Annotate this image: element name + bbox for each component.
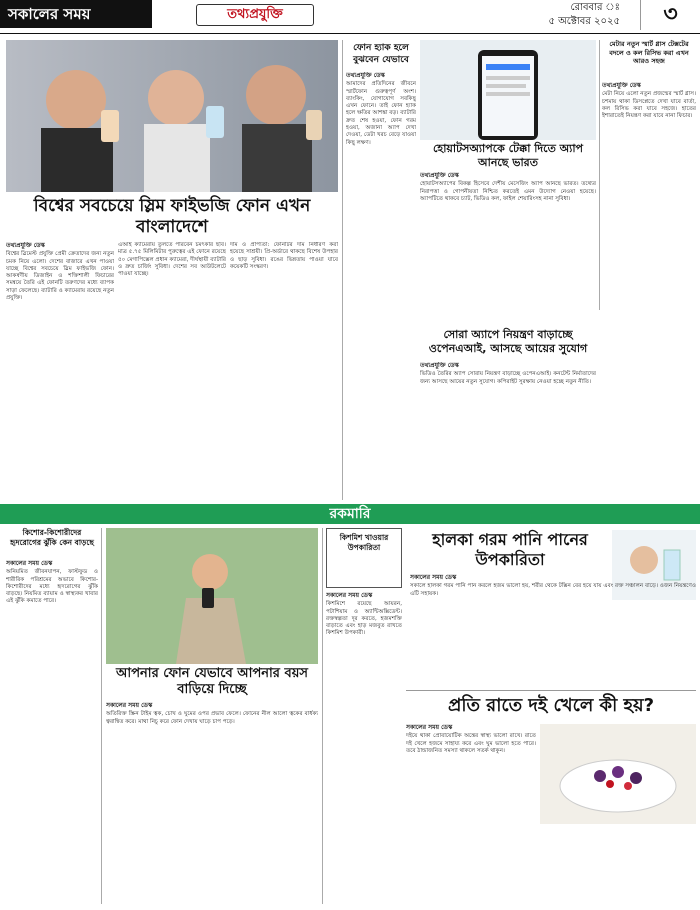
phone-age-text: অতিরিক্ত স্ক্রিন টাইম ত্বক, চোখ ও ঘুমের ওপর প্রভাব ফেলে। ফোনের নীল আলো ত্বকের বার্ধক্য ত্বরান্বিত করে। মাথা নিচু করে ফোন দেখায় ঘাড়ে চাপ পড়ে। [106,711,318,725]
hack-text: আমাদের প্রতিদিনের জীবনে স্মার্টফোন গুরুত্বপূর্ণ অংশ। ব্যাংকিং, যোগাযোগ সবকিছু এখন ফোনে। তাই ফোন হ্যাক হলে ক্ষতির আশঙ্কা বড়। ব্যাটারি দ্রুত শেষ হওয়া, ফোন গরম হওয়া, অজানা অ্যাপ দেখা দেওয়া, ডেটা খরচ বেড়ে যাওয়া কিছু লক্ষণ। [346,81,416,146]
dateline [470,1,620,29]
phone-age-headline: আপনার ফোন যেভাবে আপনার বয়স বাড়িয়ে দিচ্ছে [116,666,308,697]
lead-text-2: এআই ক্যামেরায় তুলতে পারবেন চমৎকার ছবি। মাত্র ৫.৭৫ মিলিমিটার পুরুত্বের এই ফোনে রয়েছে ৫০ মেগাপিক্সেল প্রধান ক্যামেরা, দীর্ঘস্থায়ী ব্যাটারি ও দ্রুত চার্জিং সুবিধা। দেশের সব আউটলেটে পাওয়া যাচ্ছে। [118,242,226,278]
kishor-headline: কিশোর-কিশোরীদের হৃদরোগের ঝুঁকি কেন বাড়ছে [10,528,94,547]
doi-byline: সকালের সময় ডেস্ক [406,724,453,731]
kishmish-body [326,592,402,902]
phone-age-body [106,702,318,902]
warm-water-text: সকালে হালকা গরম পানি পান করলে হজম ভালো হয়, শরীর থেকে টক্সিন বের হয়ে যায় এবং রক্ত সঞ্চালন বাড়ে। ওজন নিয়ন্ত্রণেও এটি সহায়ক। [410,583,696,597]
lead-text-3: দাম ও প্রাপ্যতা: ফোনটির দাম নির্ধারণ করা হয়েছে সাশ্রয়ী। প্রি-অর্ডারে থাকছে বিশেষ উপহার ও ছাড় সুবিধা। রঙের ভিন্নতায় পাওয়া যাবে কয়েকটি সংস্করণ। [230,242,338,270]
whatsapp-headline: হোয়াটসঅ্যাপকে টেক্কা দিতে অ্যাপ আনছে ভারত [432,142,584,169]
lead-photo-graphic [6,40,338,192]
date-label: ৫ অক্টোবর ২০২৫ [548,16,620,27]
column-divider [101,528,102,904]
doi-text: দইয়ে থাকা প্রোবায়োটিক অন্ত্রের স্বাস্থ্য ভালো রাখে। রাতে দই খেলে হজমে সাহায্য করে এবং ঘুম ভালো হতে পারে। তবে ঠান্ডাজনিত সমস্যা থাকলে সতর্ক থাকুন। [406,733,536,754]
kishmish-box [326,528,402,588]
sora-headline: সোরা অ্যাপে নিয়ন্ত্রণ বাড়াচ্ছে ওপেনএআই, আসছে আয়ের সুযোগ [428,328,588,355]
meta-headline: মেটার নতুন স্মার্ট গ্লাস টেক্সটের বদলে ও কল রিসিভ করা এখন আরও সহজ [609,40,689,65]
kishor-text: অনিয়মিত জীবনযাপন, ফাস্টফুড ও শারীরিক পরিশ্রমের অভাবে কিশোর-কিশোরীদের মধ্যে হৃদরোগের ঝুঁকি বাড়ছে। নিয়মিত ব্যায়াম ও স্বাস্থ্যকর খাবার এই ঝুঁকি কমাতে পারে। [6,569,98,605]
meta-body [602,82,696,310]
hack-headline: ফোন হ্যাক হলে বুঝবেন যেভাবে [353,43,409,65]
whatsapp-body [420,172,596,322]
lead-body-col1 [6,242,114,500]
section-tab [196,4,314,26]
column-divider [322,528,323,904]
day-label: রোববার ঃ [570,2,620,13]
yogurt-bowl-graphic [540,724,696,824]
lead-byline: তথ্যপ্রযুক্তি ডেস্ক [6,242,45,249]
kishmish-byline: সকালের সময় ডেস্ক [326,592,373,599]
newspaper-logo: সকালের সময় [0,0,152,28]
whatsapp-photo [420,40,596,140]
hack-body [346,72,416,500]
lead-body-col3 [230,242,338,500]
warm-water-headline: হালকা গরম পানি পানের উপকারিতা [432,530,588,569]
doi-headline: প্রতি রাতে দই খেলে কী হয়? [447,695,655,716]
kishor-byline: সকালের সময় ডেস্ক [6,560,53,567]
warm-water-byline: সকালের সময় ডেস্ক [410,574,457,581]
section-divider [406,690,696,691]
whatsapp-byline: তথ্যপ্রযুক্তি ডেস্ক [420,172,459,179]
warm-water-body [410,574,696,684]
section-banner: রকমারি [0,504,700,524]
kishmish-text: কিশমিশে রয়েছে আয়রন, পটাশিয়াম ও অ্যান্টিঅক্সিডেন্ট। রক্তস্বল্পতা দূর করতে, হজমশক্তি বাড়াতে এবং হাড় মজবুত রাখতে কিশমিশ উপকারী। [326,601,402,637]
woman-phone-graphic [106,528,318,664]
kishor-body [6,560,98,902]
whatsapp-text: হোয়াটসঅ্যাপের বিকল্প হিসেবে দেশীয় মেসেজিং অ্যাপ আনছে ভারত। তথ্যের নিরাপত্তা ও গোপনীয়তা নিশ্চিত করতেই এমন উদ্যোগ নেওয়া হয়েছে। অ্যাপটিতে থাকবে চ্যাট, ভিডিও কল, ফাইল শেয়ারিংসহ নানা সুবিধা। [420,181,596,202]
sora-text: ভিডিও তৈরির অ্যাপ সোরায় নিয়ন্ত্রণ বাড়াচ্ছে ওপেনএআই। কনটেন্ট নির্মাতাদের জন্য আসছে আয়ের নতুন সুযোগ। কপিরাইট সুরক্ষায় নেওয়া হচ্ছে নতুন নীতি। [420,371,596,385]
column-divider [599,40,600,310]
meta-text: মেটা নিয়ে এলো নতুন প্রজন্মের স্মার্ট গ্লাস। চশমায় থাকা ডিসপ্লেতে দেখা যাবে বার্তা, কল রিসিভ করা যাবে সহজে। হাতের ইশারাতেই নিয়ন্ত্রণ করা যাবে নানা ফিচার। [602,91,696,120]
lead-text-1: বিশ্বের স্লিমেস্ট প্রযুক্তি প্রেমী ক্রেতাদের জন্য নতুন চমক নিয়ে এলো। দেশের বাজারে এখন পাওয়া যাচ্ছে বিশ্বের সবচেয়ে স্লিম ফাইভজি ফোন। আকর্ষণীয় ডিজাইন ও শক্তিশালী ফিচারের সমন্বয়ে তৈরি এই ফোনটি তরুণদের মধ্যে ব্যাপক সাড়া ফেলেছে। ব্যাটারি ও ক্যামেরায় রয়েছে নতুন প্রযুক্তি। [6,251,114,302]
meta-byline: তথ্যপ্রযুক্তি ডেস্ক [602,82,641,89]
phone-age-photo [106,528,318,664]
doi-photo [540,724,696,824]
phone-graphic [420,40,596,140]
lead-headline: বিশ্বের সবচেয়ে স্লিম ফাইভজি ফোন এখন বাংলাদেশে [33,196,311,237]
phone-age-byline: সকালের সময় ডেস্ক [106,702,153,709]
hack-byline: তথ্যপ্রযুক্তি ডেস্ক [346,72,385,79]
column-divider [342,40,343,500]
lead-photo [6,40,338,192]
doi-body [406,724,536,902]
sora-body [420,362,596,500]
page-number: ৩ [640,0,700,30]
section-label: তথ্যপ্রযুক্তি [227,7,283,22]
kishmish-headline: কিশমিশ খাওয়ার উপকারিতা [339,533,389,552]
lead-body-col2 [118,242,226,500]
sora-byline: তথ্যপ্রযুক্তি ডেস্ক [420,362,459,369]
